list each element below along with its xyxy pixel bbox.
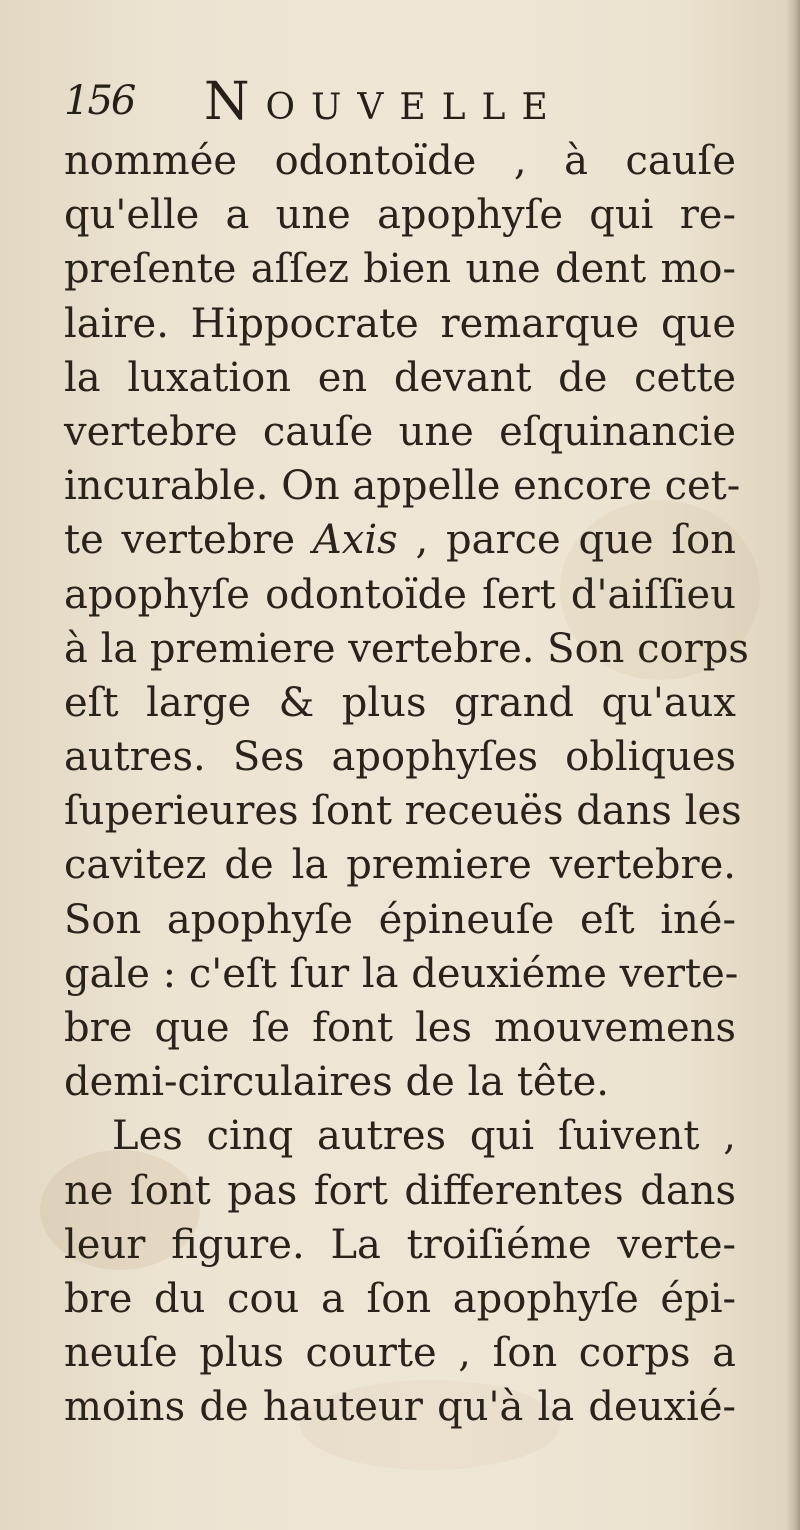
- text-line: ſuperieures ſont receuës dans les: [64, 788, 742, 835]
- text-line: eſt large & plus grand qu'aux: [64, 679, 736, 726]
- text-line: bre du cou a ſon apophyſe épi-: [64, 1275, 736, 1322]
- text-line: à la premiere vertebre. Son corps: [64, 625, 749, 672]
- italic-term: Axis: [312, 517, 398, 564]
- text-line: [64, 513, 736, 567]
- body-text: [64, 134, 749, 1435]
- text-line: preſente aſſez bien une dent mo-: [64, 246, 736, 293]
- text-line: qu'elle a une apophyſe qui re-: [64, 192, 736, 239]
- text-line: la luxation en devant de cette: [64, 354, 736, 401]
- text-line: Son apophyſe épineuſe eſt iné-: [64, 896, 736, 943]
- text-line: moins de hauteur qu'à la deuxié-: [64, 1384, 736, 1431]
- paragraph-1: [64, 134, 749, 1109]
- text-line: gale : c'eſt ſur la deuxiéme verte-: [64, 950, 739, 997]
- text-line: laire. Hippocrate remarque que: [64, 300, 736, 347]
- text-line: neuſe plus courte , ſon corps a: [64, 1330, 736, 1377]
- text-line: demi-circulaires de la tête.: [64, 1059, 610, 1106]
- text-line: incurable. On appelle encore cet-: [64, 463, 741, 510]
- text-line: Les cinq autres qui ſuivent ,: [112, 1113, 736, 1160]
- running-title: Nouvelle: [204, 72, 564, 132]
- text-line: bre que ſe font les mouvemens: [64, 1005, 736, 1051]
- text-line: vertebre cauſe une eſquinancie: [64, 408, 736, 455]
- text-line: autres. Ses apophyſes obliques: [64, 734, 736, 781]
- text-line: cavitez de la premiere vertebre.: [64, 842, 736, 889]
- page-header: [64, 70, 744, 134]
- page-number: 156: [64, 78, 135, 124]
- text-segment: , parce que ſon: [397, 517, 736, 564]
- text-segment: te vertebre: [64, 517, 313, 564]
- text-line: nommée odontoïde , à cauſe: [64, 138, 736, 184]
- paragraph-2: [64, 1109, 736, 1434]
- text-line: leur figure. La troiſiéme verte-: [64, 1221, 736, 1268]
- page-gutter-shadow: [786, 0, 800, 1530]
- text-line: apophyſe odontoïde ſert d'aiſſieu: [64, 571, 736, 618]
- text-line: ne ſont pas fort differentes dans: [64, 1167, 736, 1214]
